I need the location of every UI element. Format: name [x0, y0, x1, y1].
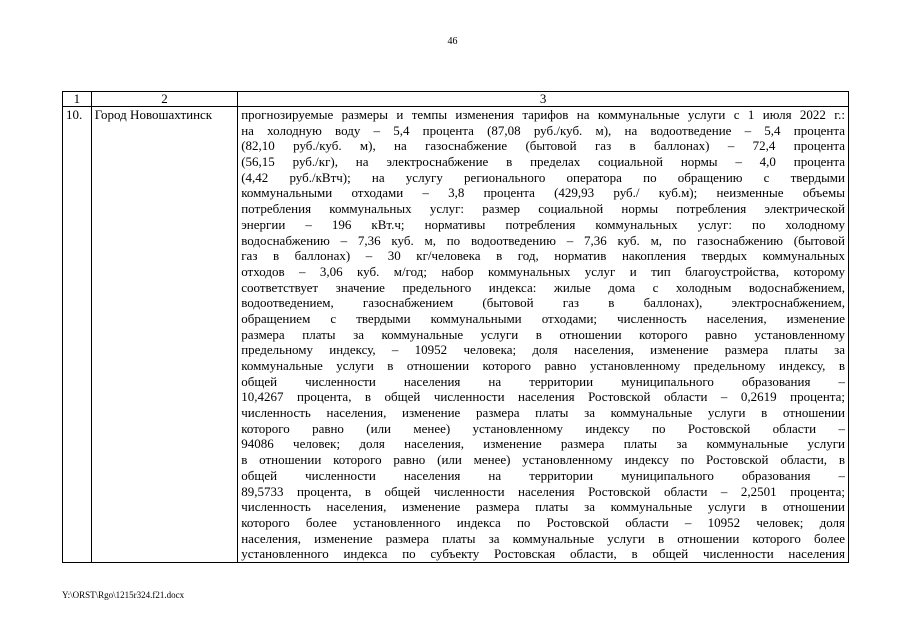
text-line: которого более установленного индекса по Ростовской области – 10952 человек; доля	[241, 514, 845, 530]
text-line: в отношении которого равно (или менее) установленному индексу по Ростовской области, в	[241, 452, 845, 468]
text-line: которого равно (или менее) установленному индексу по Ростовской области –	[241, 420, 845, 436]
file-path-footer: Y:\ORST\Rgo\1215r324.f21.docx	[62, 590, 185, 600]
text-line: коммунальные услуги в отношении которого равно установленному предельному индексу, в	[241, 358, 845, 373]
header-cell-3: 3	[238, 92, 849, 107]
text-line: (56,15 руб./кг), на электроснабжение в пределах социальной нормы – 4,0 процента	[241, 154, 845, 170]
text-line: отходов – 3,06 куб. м/год; набор коммунальных услуг и тип благоустройства, которому	[241, 263, 845, 279]
text-line: водоснабжению – 7,36 куб. м, по водоотведению – 7,36 куб. м, по газоснабжению (бытовой	[241, 232, 845, 248]
text-line: 94086 человек; доля населения, изменение размера платы за коммунальные услуги	[241, 436, 845, 452]
text-line: прогнозируемые размеры и темпы изменения тарифов на коммунальные услуги с 1 июля 2022 г.:	[241, 107, 845, 122]
text-line: на холодную воду – 5,4 процента (87,08 руб./куб. м), на водоотведение – 5,4 процента	[241, 122, 845, 138]
text-line: населения, изменение размера платы за коммунальные услуги в отношении которого более	[241, 530, 845, 546]
text-line: численность населения, изменение размера платы за коммунальные услуги в отношении	[241, 405, 845, 421]
text-line: размера платы за коммунальные услуги в отношении которого равно установленному	[241, 326, 845, 342]
page-number: 46	[447, 36, 458, 47]
table-row	[63, 107, 849, 563]
text-line: общей численности населения на территории муниципального образования –	[241, 373, 845, 389]
text-line: 10,4267 процента, в общей численности населения Ростовской области – 0,2619 процента;	[241, 389, 845, 405]
text-line: установленного индекса по субъекту Ростовская области, в общей численности населения	[241, 546, 845, 562]
row-number: 10.	[63, 107, 92, 563]
header-cell-1: 1	[63, 92, 92, 107]
text-line: 89,5733 процента, в общей численности населения Ростовской области – 2,2501 процента;	[241, 483, 845, 499]
text-line: (4,42 руб./кВтч); на услугу регионального оператора по обращению с твердыми	[241, 169, 845, 185]
text-line: потребления коммунальных услуг: размер социальной нормы потребления электрической	[241, 201, 845, 217]
text-line: численность населения, изменение размера платы за коммунальные услуги в отношении	[241, 499, 845, 515]
tariff-table	[62, 91, 849, 563]
tariff-text-lines	[241, 107, 845, 562]
text-line: соответствует значение предельного индекса: жилые дома с холодным водоснабжением,	[241, 279, 845, 295]
text-line: энергии – 196 кВт.ч; нормативы потребления коммунальных услуг: по холодному	[241, 216, 845, 232]
table-header-row	[63, 92, 849, 107]
text-line: общей численности населения на территории муниципального образования –	[241, 467, 845, 483]
municipality-name: Город Новошахтинск	[91, 107, 238, 563]
text-line: газ в баллонах) – 30 кг/человека в год, норматив накопления твердых коммунальных	[241, 248, 845, 264]
text-line: коммунальными отходами – 3,8 процента (429,93 руб./ куб.м); неизменные объемы	[241, 185, 845, 201]
text-line: предельному индексу, – 10952 человека; доля населения, изменение размера платы за	[241, 342, 845, 358]
header-cell-2: 2	[91, 92, 238, 107]
text-line: водоотведением, газоснабжением (бытовой газ в баллонах), электроснабжением,	[241, 295, 845, 311]
text-line: (82,10 руб./куб. м), на газоснабжение (бытовой газ в баллонах) – 72,4 процента	[241, 138, 845, 154]
tariff-description	[238, 107, 849, 563]
text-line: обращением с твердыми коммунальными отходами; численность населения, изменение	[241, 310, 845, 326]
